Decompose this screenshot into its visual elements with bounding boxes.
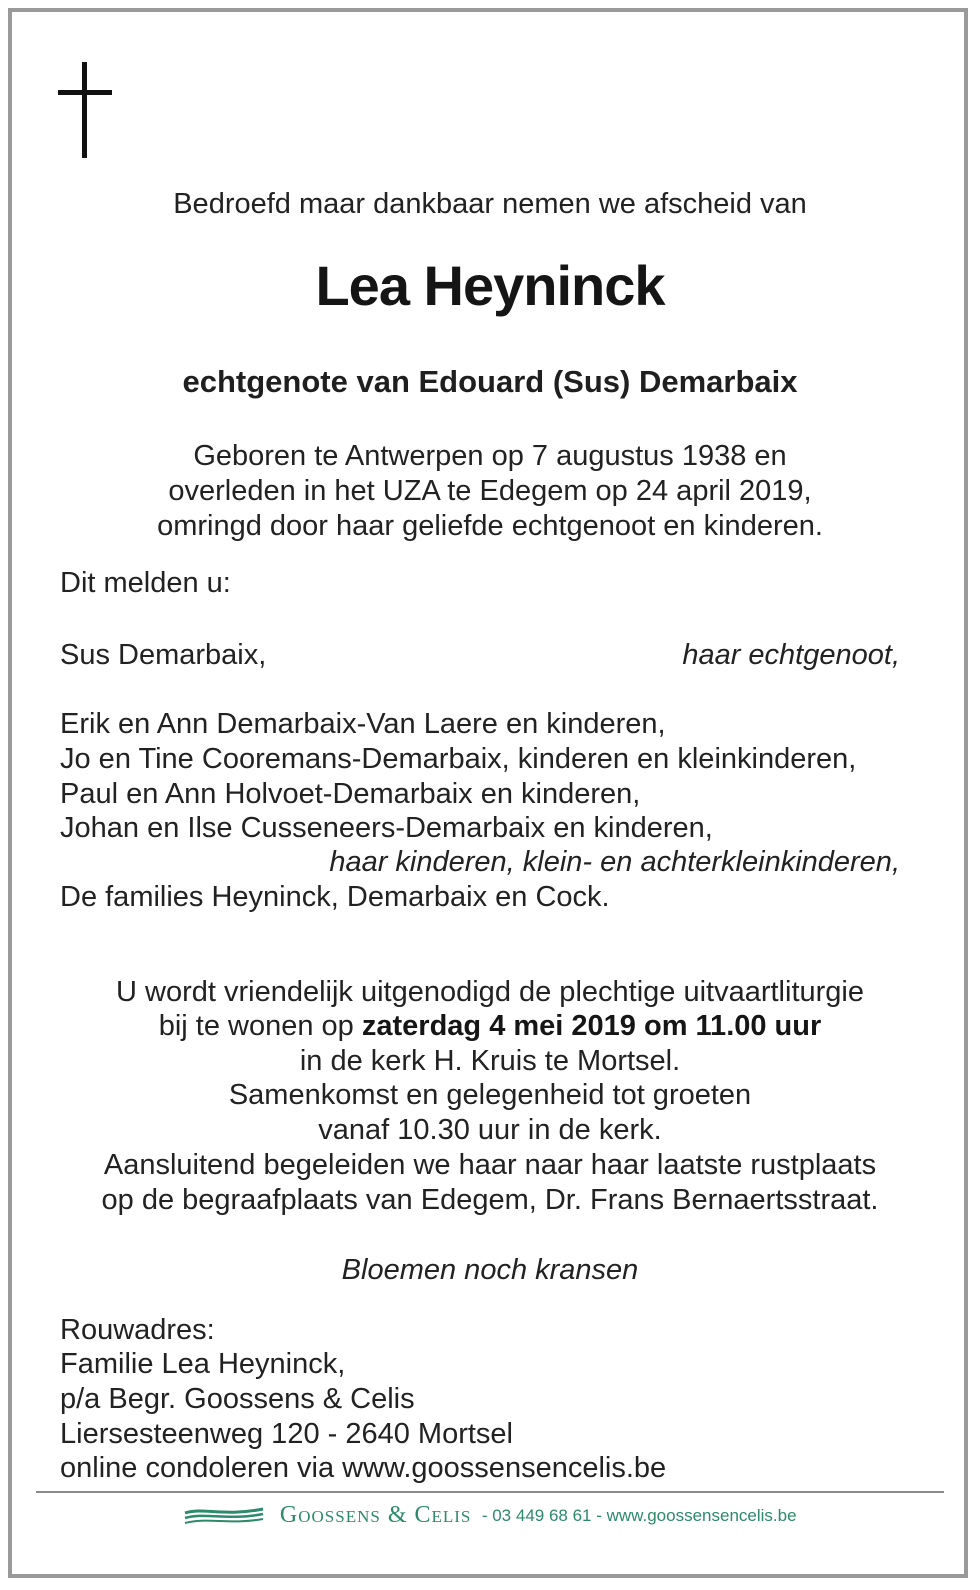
deceased-name: Lea Heyninck (315, 254, 665, 317)
address-line: Liersesteenweg 120 - 2640 Mortsel (60, 1418, 513, 1450)
spouse-name: Sus Demarbaix, (60, 639, 267, 671)
footer-divider (36, 1491, 944, 1493)
invitation-line: U wordt vriendelijk uitgenodigd de plechtige uitvaartliturgie (116, 976, 864, 1008)
footer (0, 1502, 980, 1536)
ceremony-datetime: zaterdag 4 mei 2019 om 11.00 uur (361, 1010, 822, 1042)
brand-logo-icon (183, 1505, 265, 1527)
invitation-line: op de begraafplaats van Edegem, Dr. Frans Bernaertsstraat. (101, 1184, 879, 1216)
invitation-prefix: bij te wonen op (158, 1010, 362, 1042)
address-label: Rouwadres: (60, 1314, 215, 1346)
invitation-line: Samenkomst en gelegenheid tot groeten (228, 1079, 752, 1111)
intro-text: Bedroefd maar dankbaar nemen we afscheid van (173, 188, 807, 220)
footer-brand: Goossens & Celis (279, 1502, 472, 1528)
child-line: Jo en Tine Cooremans-Demarbaix, kinderen en kleinkinderen, (60, 743, 857, 775)
children-role: haar kinderen, klein- en achterkleinkinderen, (329, 846, 900, 878)
spouse-role: haar echtgenoot, (682, 639, 900, 671)
child-line: Erik en Ann Demarbaix-Van Laere en kinderen, (60, 708, 666, 740)
footer-contact: - 03 449 68 61 - www.goossensencelis.be (481, 1505, 797, 1525)
invitation-line: Aansluitend begeleiden we haar naar haar laatste rustplaats (103, 1149, 877, 1181)
invitation-date-line (0, 1009, 980, 1044)
families-line: De families Heyninck, Demarbaix en Cock. (60, 881, 610, 913)
biography-line: Geboren te Antwerpen op 7 augustus 1938 en (193, 440, 787, 472)
flowers-note: Bloemen noch kransen (341, 1254, 639, 1286)
address-line: p/a Begr. Goossens & Celis (60, 1383, 415, 1415)
invitation-line: in de kerk H. Kruis te Mortsel. (299, 1045, 681, 1077)
child-line: Johan en Ilse Cusseneers-Demarbaix en kinderen, (60, 812, 713, 844)
condolence-line: online condoleren via www.goossensencelis.be (60, 1452, 667, 1484)
spouse-line: echtgenote van Edouard (Sus) Demarbaix (182, 364, 798, 399)
biography-line: omringd door haar geliefde echtgenoot en kinderen. (157, 510, 823, 542)
announcers-intro: Dit melden u: (60, 567, 231, 599)
child-line: Paul en Ann Holvoet-Demarbaix en kinderen, (60, 778, 641, 810)
address-line: Familie Lea Heyninck, (60, 1348, 346, 1380)
biography-line: overleden in het UZA te Edegem op 24 april 2019, (168, 475, 812, 507)
cross-icon (58, 62, 112, 158)
invitation-line: vanaf 10.30 uur in de kerk. (318, 1114, 662, 1146)
